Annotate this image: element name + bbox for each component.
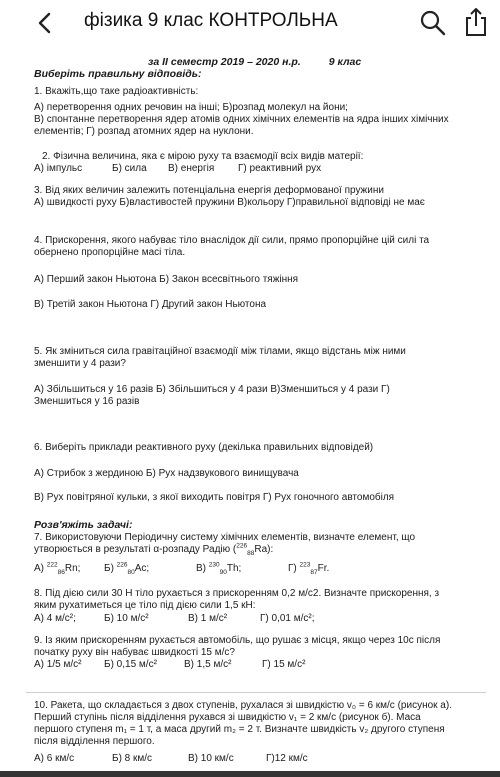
q9-option-c: В) 1,5 м/с² [184, 659, 232, 670]
q9-option-d: Г) 15 м/с² [262, 659, 306, 670]
q8-option-a: А) 4 м/с²; [34, 613, 76, 624]
q2-option-d: Г) реактивний рух [238, 163, 322, 174]
q6-options-line-1: А) Стрибок з жердиною Б) Рух надзвукового винищувача [34, 468, 299, 479]
q10-text-line-3: першого ступеня m₁ = 1 т, а маса другий m₂ = 2 т. Визначте швидкість v₂ другого ступеня [34, 724, 445, 735]
q3-text: 3. Від яких величин залежить потенціальна енергія деформованої пружини [34, 185, 384, 196]
q4-options-line-1: А) Перший закон Ньютона Б) Закон всесвітнього тяжіння [34, 274, 299, 285]
q7-option-d: Г) $^{223}_{87}$Fr. [288, 561, 330, 576]
q10-option-b: Б) 8 км/с [112, 753, 153, 764]
q1-options-line-3: елементів; Г) розпад атомних ядер на нуклони. [34, 126, 254, 137]
q7-option-c: В) $^{230}_{90}$Th; [196, 561, 242, 576]
q2-text: 2. Фізична величина, яка є мірою руху та взаємодії всіх видів матерії: [42, 151, 364, 162]
share-icon[interactable] [462, 6, 490, 38]
q10-text-line-2: Перший ступінь після відділення рухався зі швидкістю v₁ = 2 км/с (рисунок б). Маса [34, 712, 421, 723]
q7-text-line-2: утворюється в результаті α-розпаду Радію ($^{226}_{88}$Ra): [34, 542, 274, 557]
q10-option-c: В) 10 км/с [188, 753, 234, 764]
tasks-heading: Розв'яжіть задачі: [34, 519, 133, 531]
q9-text-line-1: 9. Із яким прискоренням рухається автомобіль, що рушає з місця, якщо через 10с після [34, 635, 441, 646]
q2-option-a: А) імпульс [34, 163, 83, 174]
q10-text-line-4: після відділення першого. [34, 736, 155, 747]
q10-option-a: А) 6 км/с [34, 753, 75, 764]
q10-option-d: Г)12 км/с [266, 753, 308, 764]
q8-option-d: Г) 0,01 м/с²; [260, 613, 315, 624]
back-chevron-icon[interactable] [30, 6, 60, 40]
document-page[interactable] [0, 46, 500, 777]
q10-text-line-1: 10. Ракета, що складається з двох ступенів, рухалася зі швидкістю v₀ = 6 км/с (рисунок а). [34, 700, 452, 711]
q8-option-c: В) 1 м/с² [188, 613, 228, 624]
document-title: фізика 9 клас КОНТРОЛЬНА [84, 10, 338, 31]
q1-options-line-1: А) перетворення одних речовин на інші; Б)розпад молекул на йони; [34, 102, 348, 113]
q2-option-b: Б) сила [112, 163, 147, 174]
q6-options-line-2: В) Рух повітряної кульки, з якої виходить повітря Г) Рух гоночного автомобіля [34, 492, 395, 503]
semester-label: за ІІ семестр 2019 – 2020 н.р. [148, 56, 301, 68]
class-label: 9 клас [328, 56, 362, 68]
search-icon[interactable] [418, 8, 448, 38]
q8-option-b: Б) 10 м/с² [104, 613, 149, 624]
doc-header [148, 56, 361, 68]
q9-option-a: А) 1/5 м/с² [34, 659, 82, 670]
q2-option-c: В) енергія [168, 163, 215, 174]
instructions-heading: Виберіть правильну відповідь: [34, 68, 202, 80]
app-bar [0, 0, 500, 46]
q3-options: А) швидкості руху Б)властивостей пружини В)кольору Г)правильної відповіді не має [34, 197, 425, 208]
q5-text-line-1: 5. Як зміниться сила гравітаційної взаємодії між тілами, якщо відстань між ними [34, 346, 406, 357]
q5-text-line-2: зменшити у 4 рази? [34, 358, 126, 369]
q7-option-b: Б) $^{226}_{80}$Ac; [104, 561, 150, 576]
q7-text-line-1: 7. Використовуючи Періодичну систему хімічних елементів, визначте елемент, що [34, 532, 416, 543]
q4-text-line-1: 4. Прискорення, якого набуває тіло внаслідок дії сили, прямо пропорційне цій силі та [34, 235, 430, 246]
photo-bottom-edge [0, 771, 500, 777]
page-divider [26, 692, 486, 693]
q8-text-line-1: 8. Під дією сили 30 Н тіло рухається з прискоренням 0,2 м/с2. Визначте прискорення, з [34, 588, 440, 599]
q9-text-line-2: початку руху він набуває швидкості 15 м/с? [34, 647, 235, 658]
q1-text: 1. Вкажіть,що таке радіоактивність: [34, 86, 199, 97]
q9-option-b: Б) 0,15 м/с² [104, 659, 157, 670]
q4-text-line-2: обернено пропорційне масі тіла. [34, 247, 186, 258]
q1-options-line-2: В) спонтанне перетворення ядер атомів одних хімічних елементів на ядра інших хімічних [34, 114, 449, 125]
q4-options-line-2: В) Третій закон Ньютона Г) Другий закон Ньютона [34, 299, 267, 310]
q8-text-line-2: яким рухатиметься це тіло під дією сили 1,5 кН: [34, 600, 256, 611]
q6-text: 6. Виберіть приклади реактивного руху (декілька правильних відповідей) [34, 442, 374, 453]
q5-options-line-2: Зменшиться у 16 разів [34, 396, 140, 407]
q7-option-a: А) $^{222}_{86}$Rn; [34, 561, 81, 576]
q5-options-line-1: А) Збільшиться у 16 разів Б) Збільшиться у 4 рази В)Зменшиться у 4 рази Г) [34, 384, 390, 395]
